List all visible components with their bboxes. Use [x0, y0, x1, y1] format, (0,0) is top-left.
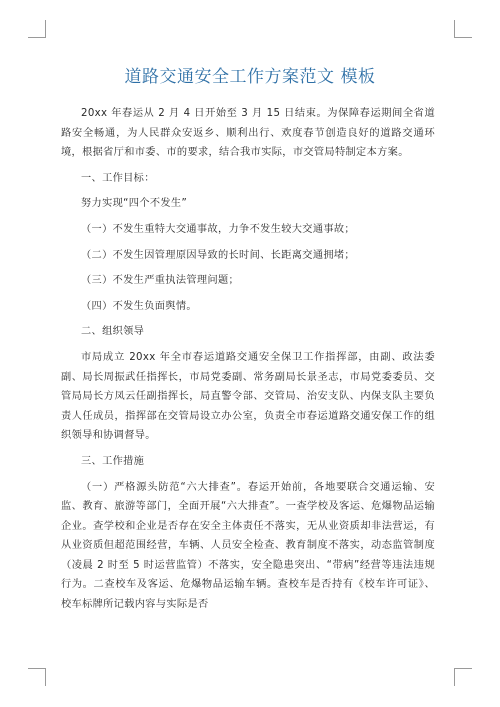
- crop-mark-top-left-v: [45, 20, 46, 38]
- paragraph-measures: （一）严格源头防范“六大排查”。春运开始前，各地要联合交通运输、安监、教育、旅游等部门，全面开展“六大排查”。一查学校及客运、危爆物品运输企业。查学校和企业是否存在安全主体责任不落实，无从业资质却非法营运，有从业资质但超范围经营，车辆、人员安全检查、教育制度不落实，动态监管制度（凌晨 2 时至 5 时运营监管）不落实，安全隐患突出、“带病”经营等违法违规行为。二查校车及客运、危爆物品运输车辆。查校车是否持有《校车许可证》、校车标牌所记载内容与实际是否: [61, 481, 435, 611]
- crop-mark-bottom-left-v: [45, 668, 46, 686]
- crop-mark-top-left-h: [28, 37, 46, 38]
- list-item-4: （四）不发生负面舆情。: [81, 300, 197, 312]
- crop-mark-top-right-v: [454, 20, 455, 38]
- heading-organization: 二、组织领导: [81, 326, 145, 338]
- heading-work-goals: 一、工作目标：: [81, 172, 155, 184]
- crop-mark-bottom-right-v: [454, 668, 455, 686]
- list-item-2: （二）不发生因管理原因导致的长时间、长距离交通拥堵；: [81, 249, 355, 261]
- document-body: [61, 104, 435, 615]
- crop-mark-bottom-left-h: [28, 668, 46, 669]
- crop-mark-top-right-h: [454, 37, 472, 38]
- list-item-3: （三）不发生严重执法管理问题；: [81, 275, 240, 287]
- paragraph-intro: 20xx 年春运从 2 月 4 日开始至 3 月 15 日结束。为保障春运期间全省道路安全畅通，为人民群众安返乡、顺利出行、欢度春节创造良好的道路交通环境，根据省厅和市委、市的要求，结合我市实际，市交管局特制定本方案。: [61, 108, 435, 159]
- heading-measures: 三、工作措施: [81, 455, 145, 467]
- list-item-1: （一）不发生重特大交通事故，力争不发生较大交通事故；: [81, 223, 355, 235]
- crop-mark-bottom-right-h: [454, 668, 472, 669]
- paragraph-four-nots: 努力实现“四个不发生”: [81, 198, 188, 210]
- paragraph-organization: 市局成立 20xx 年全市春运道路交通安全保卫工作指挥部，由副、政法委副、局长周振武任指挥长，市局党委副、常务副局长景圣志，市局党委委员、交管局局长方凤云任副指挥长，局直警令部、交管局、治安支队、内保支队主要负责人任成员，指挥部在交管局设立办公室，负责全市春运道路交通安保工作的组织领导和协调督导。: [61, 351, 435, 442]
- document-title: 道路交通安全工作方案范文 模板: [124, 67, 376, 87]
